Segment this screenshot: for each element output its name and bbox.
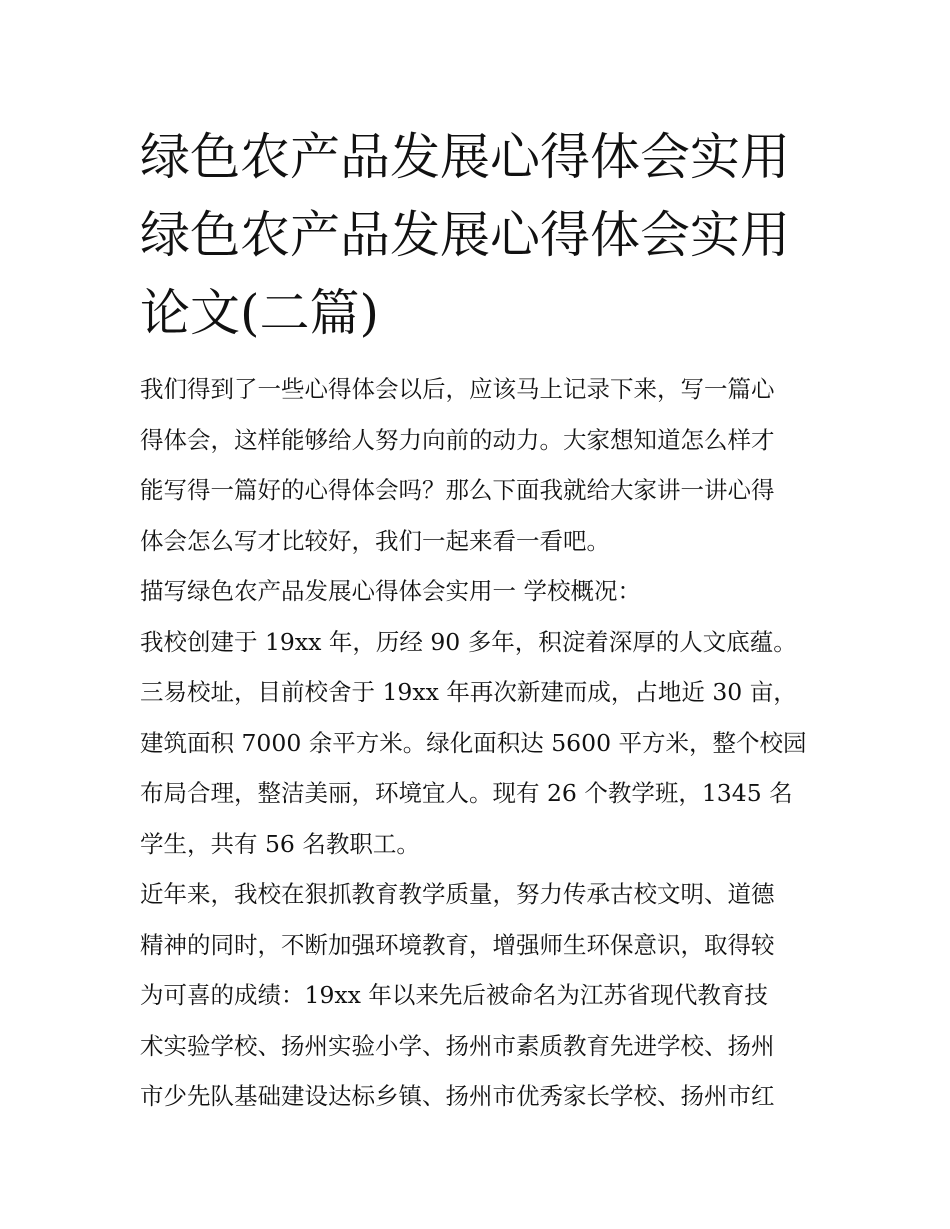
- text-line: 精神的同时，不断加强环境教育，增强师生环保意识，取得较: [140, 930, 775, 959]
- document-title: [140, 118, 812, 352]
- achievements-paragraph: [140, 869, 812, 1122]
- text-line: 建筑面积 7000 余平方米。绿化面积达 5600 平方米，整个校园: [140, 728, 807, 757]
- text-line: 我们得到了一些心得体会以后，应该马上记录下来，写一篇心: [140, 375, 775, 403]
- title-line: 绿色农产品发展心得体会实用: [140, 206, 790, 264]
- text-line: 为可喜的成绩：19xx 年以来先后被命名为江苏省现代教育技: [140, 981, 768, 1009]
- title-line: 论文(二篇): [140, 284, 380, 342]
- text-line: 能写得一篇好的心得体会吗？那么下面我就给大家讲一讲心得: [140, 476, 775, 504]
- school-overview-paragraph: [140, 617, 812, 870]
- text-line: 术实验学校、扬州实验小学、扬州市素质教育先进学校、扬州: [140, 1031, 775, 1060]
- text-line: 描写绿色农产品发展心得体会实用一 学校概况：: [140, 577, 641, 605]
- text-line: 近年来，我校在狠抓教育教学质量，努力传承古校文明、道德: [140, 880, 775, 908]
- text-line: 市少先队基础建设达标乡镇、扬州市优秀家长学校、扬州市红: [140, 1082, 775, 1110]
- text-line: 布局合理，整洁美丽，环境宜人。现有 26 个教学班，1345 名: [140, 779, 793, 807]
- document-body: [140, 364, 812, 1122]
- text-line: 体会怎么写才比较好，我们一起来看一看吧。: [140, 526, 610, 555]
- document-page: [140, 118, 812, 1122]
- title-line: 绿色农产品发展心得体会实用: [140, 128, 790, 186]
- text-line: 学生，共有 56 名教职工。: [140, 829, 420, 858]
- section-heading-paragraph: [140, 566, 812, 617]
- text-line: 三易校址，目前校舍于 19xx 年再次新建而成，占地近 30 亩，: [140, 678, 797, 706]
- intro-paragraph: [140, 364, 812, 566]
- text-line: 得体会，这样能够给人努力向前的动力。大家想知道怎么样才: [140, 425, 775, 454]
- text-line: 我校创建于 19xx 年，历经 90 多年，积淀着深厚的人文底蕴。: [140, 627, 797, 656]
